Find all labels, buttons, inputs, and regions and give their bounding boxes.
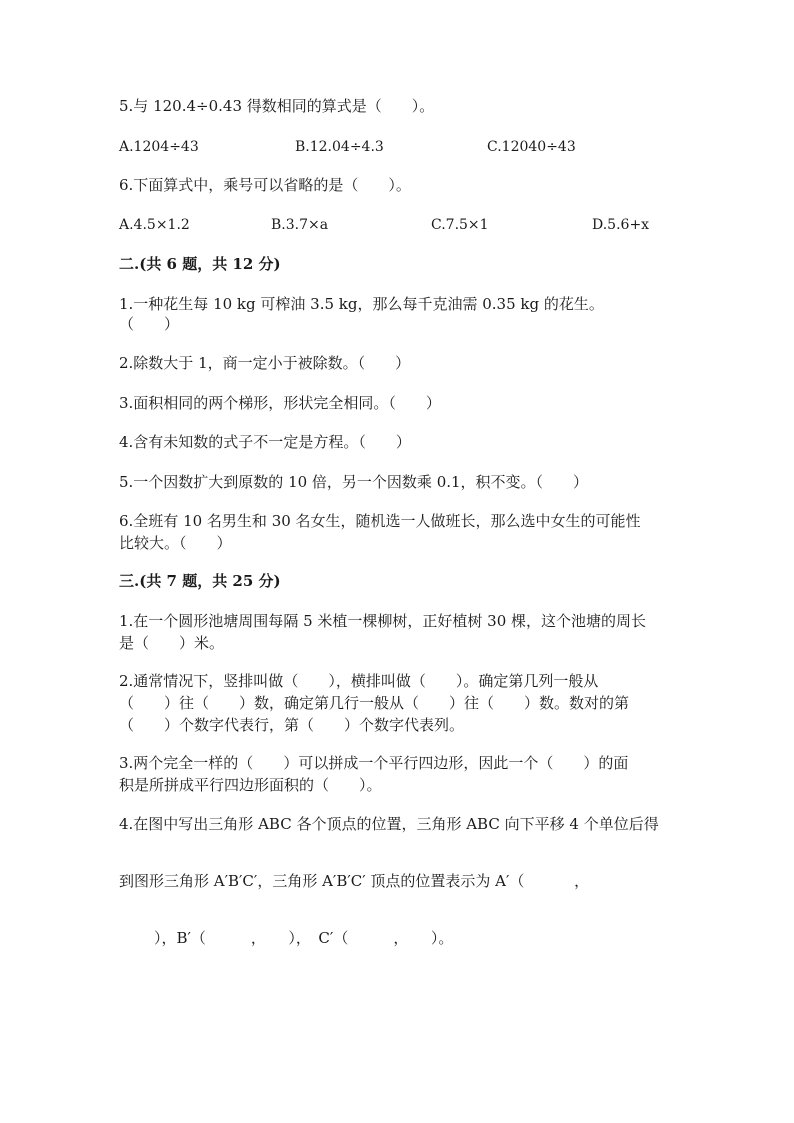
q6-option-a: A.4.5×1.2 <box>119 217 190 233</box>
q5-option-a: A.1204÷43 <box>119 139 199 155</box>
section2-heading: 二.(共 6 题，共 12 分) <box>119 255 281 273</box>
s2-q6-line2: 比较大。（ ） <box>119 534 232 552</box>
q5-option-b: B.12.04÷4.3 <box>295 139 384 155</box>
s2-q3: 3.面积相同的两个梯形，形状完全相同。（ ） <box>119 394 441 412</box>
s2-q1-line2: （ ） <box>119 315 180 333</box>
s3-q4-line2: 到图形三角形 A′B′C′，三角形 A′B′C′ 顶点的位置表示为 A′（ ， <box>119 872 590 890</box>
q5-option-c: C.12040÷43 <box>487 139 576 155</box>
section3-heading: 三.(共 7 题，共 25 分) <box>119 572 281 590</box>
s2-q6-line1: 6.全班有 10 名男生和 30 名女生，随机选一人做班长，那么选中女生的可能性 <box>119 512 641 530</box>
s3-q3-line2: 积是所拼成平行四边形面积的（ ）。 <box>119 776 382 794</box>
q6-option-c: C.7.5×1 <box>431 217 489 233</box>
q6-option-b: B.3.7×a <box>271 217 329 233</box>
s3-q1-line2: 是（ ）米。 <box>119 634 225 652</box>
s2-q4: 4.含有未知数的式子不一定是方程。（ ） <box>119 433 411 451</box>
s3-q4-line3: ），B′（ ， ）， C′（ ， ）。 <box>124 929 454 947</box>
s3-q2-line3: （ ）个数字代表行，第（ ）个数字代表列。 <box>119 716 465 734</box>
q6-stem: 6.下面算式中，乘号可以省略的是（ ）。 <box>119 176 411 194</box>
s2-q5: 5.一个因数扩大到原数的 10 倍，另一个因数乘 0.1，积不变。（ ） <box>119 473 589 491</box>
s2-q2: 2.除数大于 1，商一定小于被除数。（ ） <box>119 354 411 372</box>
s2-q1-line1: 1.一种花生每 10 kg 可榨油 3.5 kg，那么每千克油需 0.35 kg 的花生。 <box>119 295 604 313</box>
s3-q3-line1: 3.两个完全一样的（ ）可以拼成一个平行四边形，因此一个（ ）的面 <box>119 754 629 772</box>
q5-stem: 5.与 120.4÷0.43 得数相同的算式是（ ）。 <box>119 97 435 115</box>
s3-q2-line2: （ ）往（ ）数，确定第几行一般从（ ）往（ ）数。数对的第 <box>119 694 630 712</box>
q6-option-d: D.5.6+x <box>592 217 650 233</box>
s3-q2-line1: 2.通常情况下，竖排叫做（ ），横排叫做（ ）。确定第几列一般从 <box>119 672 599 690</box>
s3-q1-line1: 1.在一个圆形池塘周围每隔 5 米植一棵柳树，正好植树 30 棵，这个池塘的周长 <box>119 612 647 630</box>
s3-q4-line1: 4.在图中写出三角形 ABC 各个顶点的位置，三角形 ABC 向下平移 4 个单位后得 <box>119 815 659 833</box>
